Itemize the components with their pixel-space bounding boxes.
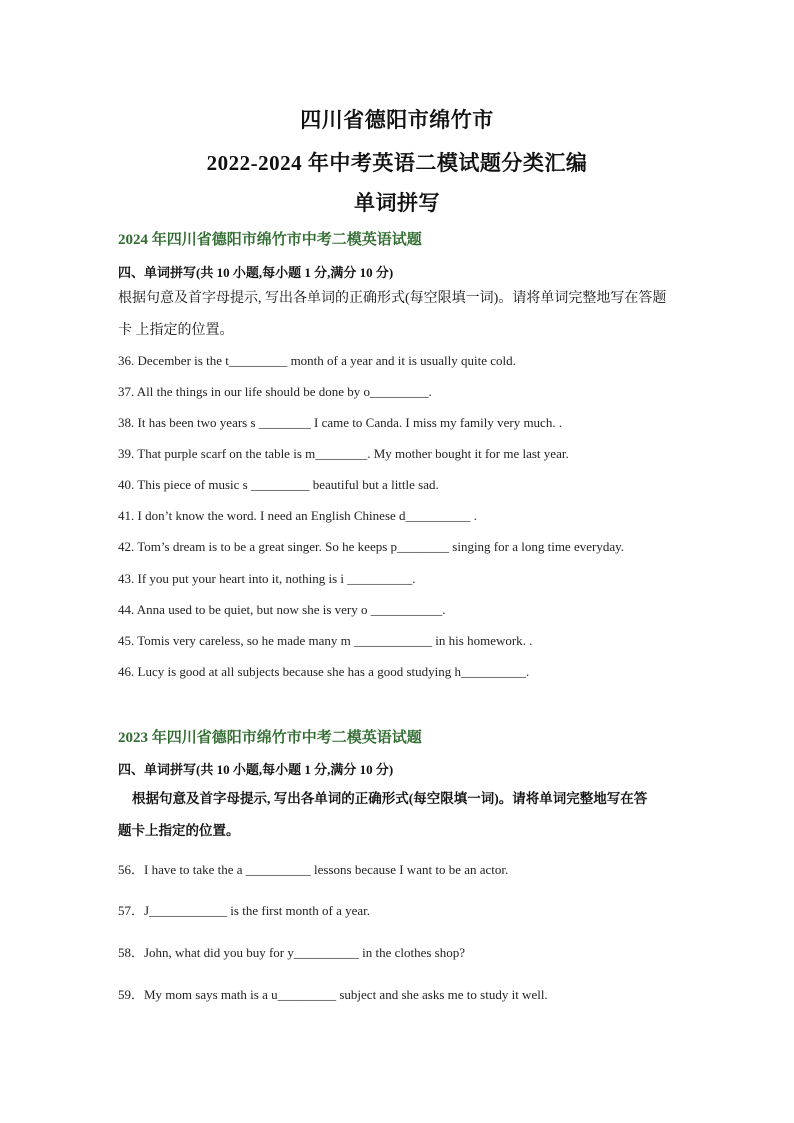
question-57: 57．J____________ is the first month of a year. xyxy=(118,903,371,918)
doc-title-topic: 单词拼写 xyxy=(354,191,440,215)
instruction-line: 根据句意及首字母提示, 写出各单词的正确形式(每空限填一词)。请将单词完整地写在答题 xyxy=(118,291,667,306)
question-46: 46. Lucy is good at all subjects because she has a good studying h__________. xyxy=(118,664,530,679)
question-44: 44. Anna used to be quiet, but now she is very o ___________. xyxy=(118,602,446,617)
question-45: 45. Tomis very careless, so he made many m ____________ in his homework. . xyxy=(118,633,533,648)
question-58: 58．John, what did you buy for y__________ in the clothes shop? xyxy=(118,945,465,960)
section-2023-instruction xyxy=(118,783,688,847)
question-42: 42. Tom’s dream is to be a great singer. So he keeps p________ singing for a long time everyday. xyxy=(118,539,624,554)
section-2024-part-heading: 四、单词拼写(共 10 小题,每小题 1 分,满分 10 分) xyxy=(118,265,394,280)
question-38: 38. It has been two years s ________ I came to Canda. I miss my family very much. . xyxy=(118,415,563,430)
question-40: 40. This piece of music s _________ beautiful but a little sad. xyxy=(118,477,439,492)
section-2023-heading: 2023 年四川省德阳市绵竹市中考二模英语试题 xyxy=(118,730,422,746)
doc-title-region: 四川省德阳市绵竹市 xyxy=(300,108,494,132)
question-36: 36. December is the t_________ month of a year and it is usually quite cold. xyxy=(118,353,516,368)
question-43: 43. If you put your heart into it, nothing is i __________. xyxy=(118,571,416,586)
doc-title-collection: 2022-2024 年中考英语二模试题分类汇编 xyxy=(206,151,588,175)
section-2024-heading: 2024 年四川省德阳市绵竹市中考二模英语试题 xyxy=(118,232,422,248)
question-37: 37. All the things in our life should be done by o_________. xyxy=(118,384,432,399)
question-56: 56．I have to take the a __________ lessons because I want to be an actor. xyxy=(118,862,509,877)
instruction-line: 卡 上指定的位置。 xyxy=(118,323,234,338)
question-59: 59．My mom says math is a u_________ subject and she asks me to study it well. xyxy=(118,987,548,1002)
section-2024-instruction xyxy=(118,283,688,347)
question-41: 41. I don’t know the word. I need an English Chinese d__________ . xyxy=(118,508,478,523)
question-39: 39. That purple scarf on the table is m________. My mother bought it for me last year. xyxy=(118,446,569,461)
instruction-line: 题卡上指定的位置。 xyxy=(118,823,240,838)
instruction-line: 根据句意及首字母提示, 写出各单词的正确形式(每空限填一词)。请将单词完整地写在答 xyxy=(132,791,648,806)
section-2023-part-heading: 四、单词拼写(共 10 小题,每小题 1 分,满分 10 分) xyxy=(118,762,394,777)
